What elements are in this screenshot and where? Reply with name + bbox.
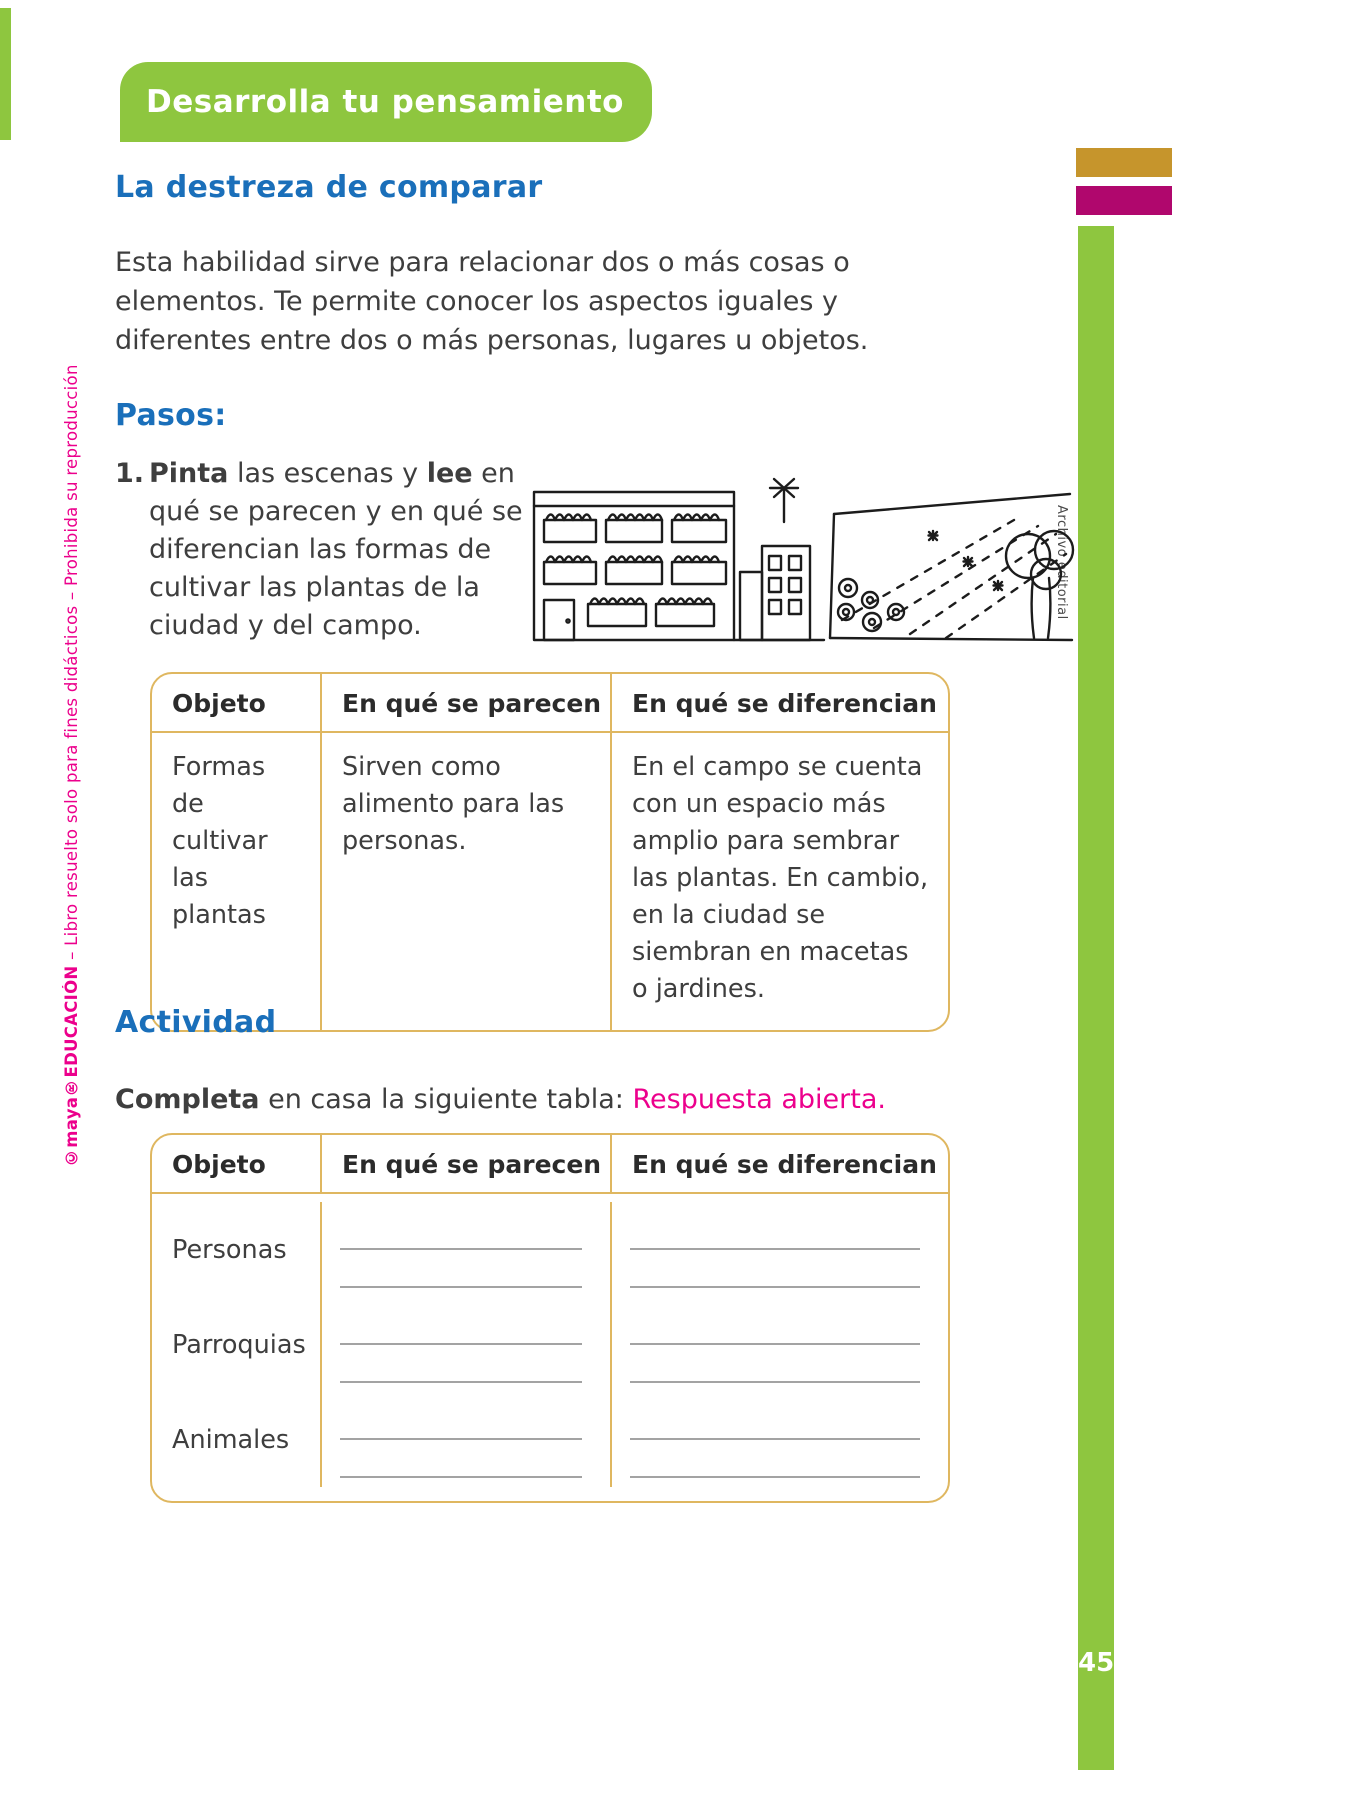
answer-line: [340, 1440, 582, 1478]
answer-lines-diferencian: [612, 1202, 948, 1297]
magenta-accent-block: [1076, 186, 1172, 215]
header-parecen: En qué se parecen: [322, 674, 612, 733]
step-1-text: [149, 455, 525, 645]
header-parecen: En qué se parecen: [322, 1135, 612, 1194]
row-label: Parroquias: [152, 1297, 322, 1392]
copyright-vertical-text: [62, 364, 81, 1167]
section-banner: [120, 62, 652, 142]
heading-skill: La destreza de comparar: [115, 170, 543, 205]
answer-line: [340, 1392, 582, 1440]
cell-diferencian: En el campo se cuenta con un espacio más amplio para sembrar las plantas. En cambio, en la ciudad se siembran en macetas o jardines.: [632, 752, 929, 1004]
answer-line: [630, 1202, 920, 1250]
activity-row-animales: [152, 1392, 948, 1487]
gold-accent-block: [1076, 148, 1172, 177]
step-1: [115, 455, 525, 645]
heading-activity: Actividad: [115, 1005, 277, 1040]
activity-row-personas: [152, 1202, 948, 1297]
answer-lines-parecen: [322, 1392, 612, 1487]
activity-table: [150, 1133, 950, 1503]
page-number: 45: [1078, 1648, 1115, 1678]
cell-parecen: Sirven como alimento para las personas.: [322, 733, 612, 1030]
header-objeto: Objeto: [152, 1135, 322, 1194]
copyright-brand: ©maya®EDUCACIÓN: [62, 965, 81, 1167]
row-label: Personas: [152, 1202, 322, 1297]
answer-line: [630, 1345, 920, 1383]
header-diferencian: En qué se diferencian: [612, 674, 948, 733]
step-1-rest: en qué se parecen y en qué se diferencian las formas de cultivar las plantas de la ciudad y del campo.: [149, 458, 523, 641]
step-1-number: 1.: [115, 458, 145, 489]
answer-lines-diferencian: [612, 1297, 948, 1392]
intro-paragraph: Esta habilidad sirve para relacionar dos o más cosas o elementos. Te permite conocer los aspectos iguales y diferentes entre dos o más personas, lugares u objetos.: [115, 247, 869, 356]
left-accent-strip: [0, 8, 11, 140]
answer-line: [340, 1297, 582, 1345]
answer-line: [630, 1250, 920, 1288]
copyright-rest: – Libro resuelto solo para fines didácticos – Prohibida su reproducción: [62, 364, 81, 966]
answer-line: [630, 1440, 920, 1478]
activity-bold-completa: Completa: [115, 1084, 260, 1115]
answer-line: [630, 1392, 920, 1440]
answer-lines-parecen: [322, 1297, 612, 1392]
cell-objeto: Formas de cultivar las plantas: [152, 733, 322, 1030]
activity-text: en casa la siguiente tabla:: [259, 1084, 633, 1115]
comparison-table-row: [152, 733, 948, 1030]
answer-lines-diferencian: [612, 1392, 948, 1487]
banner-title: Desarrolla tu pensamiento: [146, 84, 624, 120]
right-margin-bar: [1078, 226, 1114, 1770]
open-answer-note: Respuesta abierta.: [632, 1084, 886, 1115]
answer-line: [340, 1202, 582, 1250]
activity-table-header: [152, 1135, 948, 1194]
activity-instruction: [115, 1080, 930, 1119]
answer-line: [340, 1250, 582, 1288]
countryside-field-illustration: [828, 470, 1076, 648]
photo-credit: Archivo editorial: [1054, 505, 1069, 620]
answer-lines-parecen: [322, 1202, 612, 1297]
row-label: Animales: [152, 1392, 322, 1487]
header-objeto: Objeto: [152, 674, 322, 733]
heading-steps: Pasos:: [115, 398, 227, 433]
comparison-table: [150, 672, 950, 1032]
header-diferencian: En qué se diferencian: [612, 1135, 948, 1194]
comparison-table-header: [152, 674, 948, 733]
step-1-bold-pinta: Pinta: [149, 458, 229, 489]
city-garden-illustration: [528, 470, 828, 648]
illustrations: [528, 470, 1076, 648]
step-1-mid: las escenas y: [228, 458, 427, 489]
answer-line: [340, 1345, 582, 1383]
step-1-bold-lee: lee: [426, 458, 473, 489]
activity-row-parroquias: [152, 1297, 948, 1392]
answer-line: [630, 1297, 920, 1345]
